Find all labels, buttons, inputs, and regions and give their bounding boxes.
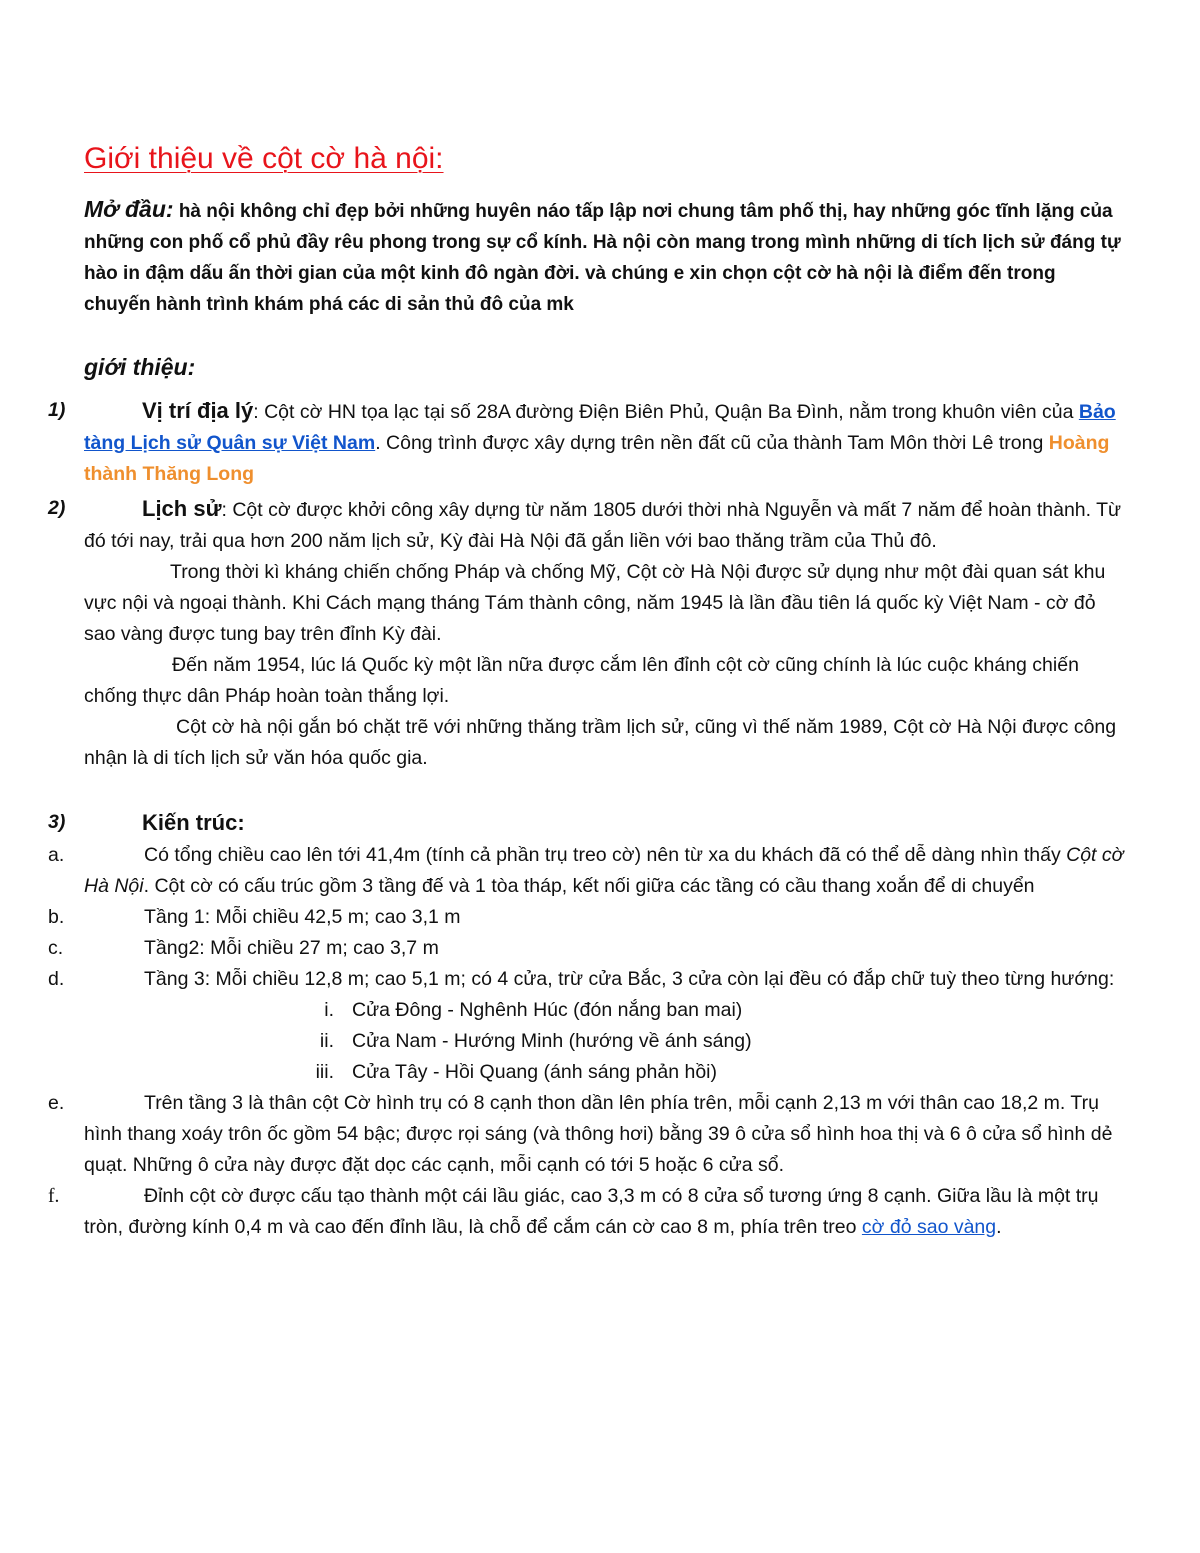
sub-item-text: Cửa Tây - Hồi Quang (ánh sáng phản hồi) — [352, 1061, 717, 1083]
architecture-label: Kiến trúc: — [142, 810, 245, 835]
item-d-text: Tầng 3: Mỗi chiều 12,8 m; cao 5,1 m; có 4 cửa, trừ cửa Bắc, 3 cửa còn lại đều có đắp chữ tuỳ theo từng hướng: — [144, 968, 1115, 990]
sub-list-item — [0, 1026, 1200, 1057]
item-f-end: . — [996, 1216, 1002, 1238]
location-label: Vị trí địa lý — [142, 398, 254, 423]
item-f-text: Đỉnh cột cờ được cấu tạo thành một cái lầu giác, cao 3,3 m có 8 cửa sổ tương ứng 8 cạnh. Giữa lầu là một trụ tròn, đường kính 0,4 m và cao đến đỉnh lầu, là chỗ để cắm cán cờ cao 8 m, phía trên treo — [84, 1185, 1099, 1238]
item-mark: d. — [48, 968, 65, 990]
history-paragraph-4: Cột cờ hà nội gắn bó chặt trẽ với những thăng trầm lịch sử, cũng vì thế năm 1989, Cột cờ Hà Nội được công nhận là di tích lịch sử văn hóa quốc gia. — [84, 716, 1117, 769]
sub-item-mark: iii. — [315, 1061, 334, 1083]
section-number: 1) — [48, 399, 66, 421]
item-c-text: Tầng2: Mỗi chiều 27 m; cao 3,7 m — [144, 937, 439, 959]
location-text-a: : Cột cờ HN tọa lạc tại số 28A đường Điện Biên Phủ, Quận Ba Đình, nằm trong khuôn viên của — [253, 401, 1079, 423]
sub-item-mark: i. — [324, 999, 334, 1021]
list-item — [0, 840, 1200, 902]
section-location — [0, 395, 1200, 490]
list-item — [0, 964, 1200, 995]
item-mark: c. — [48, 937, 64, 959]
flag-link[interactable]: cờ đỏ sao vàng — [861, 1216, 997, 1238]
intro-paragraph — [84, 194, 1124, 320]
sub-item-text: Cửa Đông - Nghênh Húc (đón nắng ban mai) — [352, 999, 743, 1021]
section-subhead: giới thiệu: — [84, 354, 196, 380]
item-e-text: Trên tầng 3 là thân cột Cờ hình trụ có 8 cạnh thon dần lên phía trên, mỗi cạnh 2,13 m với thân cao 18,2 m. Trụ hình thang xoáy trôn ốc gồm 54 bậc; được rọi sáng (và thông hơi) bằng 39 ô cửa sổ hình hoa thị và 6 ô cửa sổ hình dẻ quạt. Những ô cửa này được đặt dọc các cạnh, mỗi cạnh có tới 5 hoặc 6 cửa sổ. — [84, 1092, 1113, 1176]
history-paragraph-2: Trong thời kì kháng chiến chống Pháp và chống Mỹ, Cột cờ Hà Nội được sử dụng như một đài quan sát khu vực nội và ngoại thành. Khi Cách mạng tháng Tám thành công, năm 1945 là lần đầu tiên lá quốc kỳ Việt Nam - cờ đỏ sao vàng được tung bay trên đỉnh Kỳ đài. — [84, 561, 1106, 645]
history-text: : Cột cờ được khởi công xây dựng từ năm 1805 dưới thời nhà Nguyễn và mất 7 năm để hoàn thành. Từ đó tới nay, trải qua hơn 200 năm lịch sử, Kỳ đài Hà Nội đã gắn liền với bao thăng trầm của Thủ đô. — [84, 499, 1122, 552]
section-number: 3) — [48, 811, 66, 833]
item-a-text-b: . Cột cờ có cấu trúc gồm 3 tầng đế và 1 tòa tháp, kết nối giữa các tầng có cầu thang xoắn để di chuyển — [143, 875, 1035, 897]
list-item — [0, 933, 1200, 964]
item-mark: b. — [48, 906, 65, 928]
intro-text: hà nội không chỉ đẹp bởi những huyên náo tấp lập nơi chung tâm phố thị, hay những góc tĩnh lặng của những con phố cổ phủ đầy rêu phong trong sự cổ kính. Hà nội còn mang trong mình những di tích lịch sử đáng tự hào in đậm dấu ấn thời gian của một kinh đô ngàn đời. và chúng e xin chọn cột cờ hà nội là điểm đến trong chuyến hành trình khám phá các di sản thủ đô của mk — [84, 201, 1121, 315]
item-mark: e. — [48, 1092, 65, 1114]
sub-list-item — [0, 1057, 1200, 1088]
item-mark: f. — [48, 1186, 60, 1207]
sub-list-item — [0, 995, 1200, 1026]
item-a-italic: Cột cờ Hà Nội — [84, 844, 1124, 897]
museum-link[interactable]: Bảo tàng Lịch sử Quân sự Việt Nam — [84, 401, 1116, 454]
page-title: Giới thiệu về cột cờ hà nội: — [84, 142, 444, 175]
item-b-text: Tầng 1: Mỗi chiều 42,5 m; cao 3,1 m — [144, 906, 461, 928]
citadel-highlight: Hoàng thành Thăng Long — [84, 432, 1110, 485]
item-mark: a. — [48, 844, 65, 866]
section-architecture — [0, 807, 1200, 1243]
sub-item-text: Cửa Nam - Hướng Minh (hướng về ánh sáng) — [352, 1030, 752, 1052]
list-item — [0, 902, 1200, 933]
list-item — [0, 1181, 1200, 1243]
list-item — [0, 1088, 1200, 1181]
sub-item-mark: ii. — [319, 1030, 334, 1052]
section-history — [0, 493, 1200, 774]
intro-lead: Mở đầu: — [84, 196, 174, 222]
location-text-b: . Công trình được xây dựng trên nền đất cũ của thành Tam Môn thời Lê trong — [375, 432, 1049, 454]
item-a-text-a: Có tổng chiều cao lên tới 41,4m (tính cả phần trụ treo cờ) nên từ xa du khách đã có thể dễ dàng nhìn thấy — [144, 844, 1067, 866]
history-paragraph-3: Đến năm 1954, lúc lá Quốc kỳ một lần nữa được cắm lên đỉnh cột cờ cũng chính là lúc cuộc kháng chiến chống thực dân Pháp hoàn toàn thắng lợi. — [84, 654, 1079, 707]
history-label: Lịch sử — [142, 496, 222, 521]
section-number: 2) — [48, 497, 66, 519]
